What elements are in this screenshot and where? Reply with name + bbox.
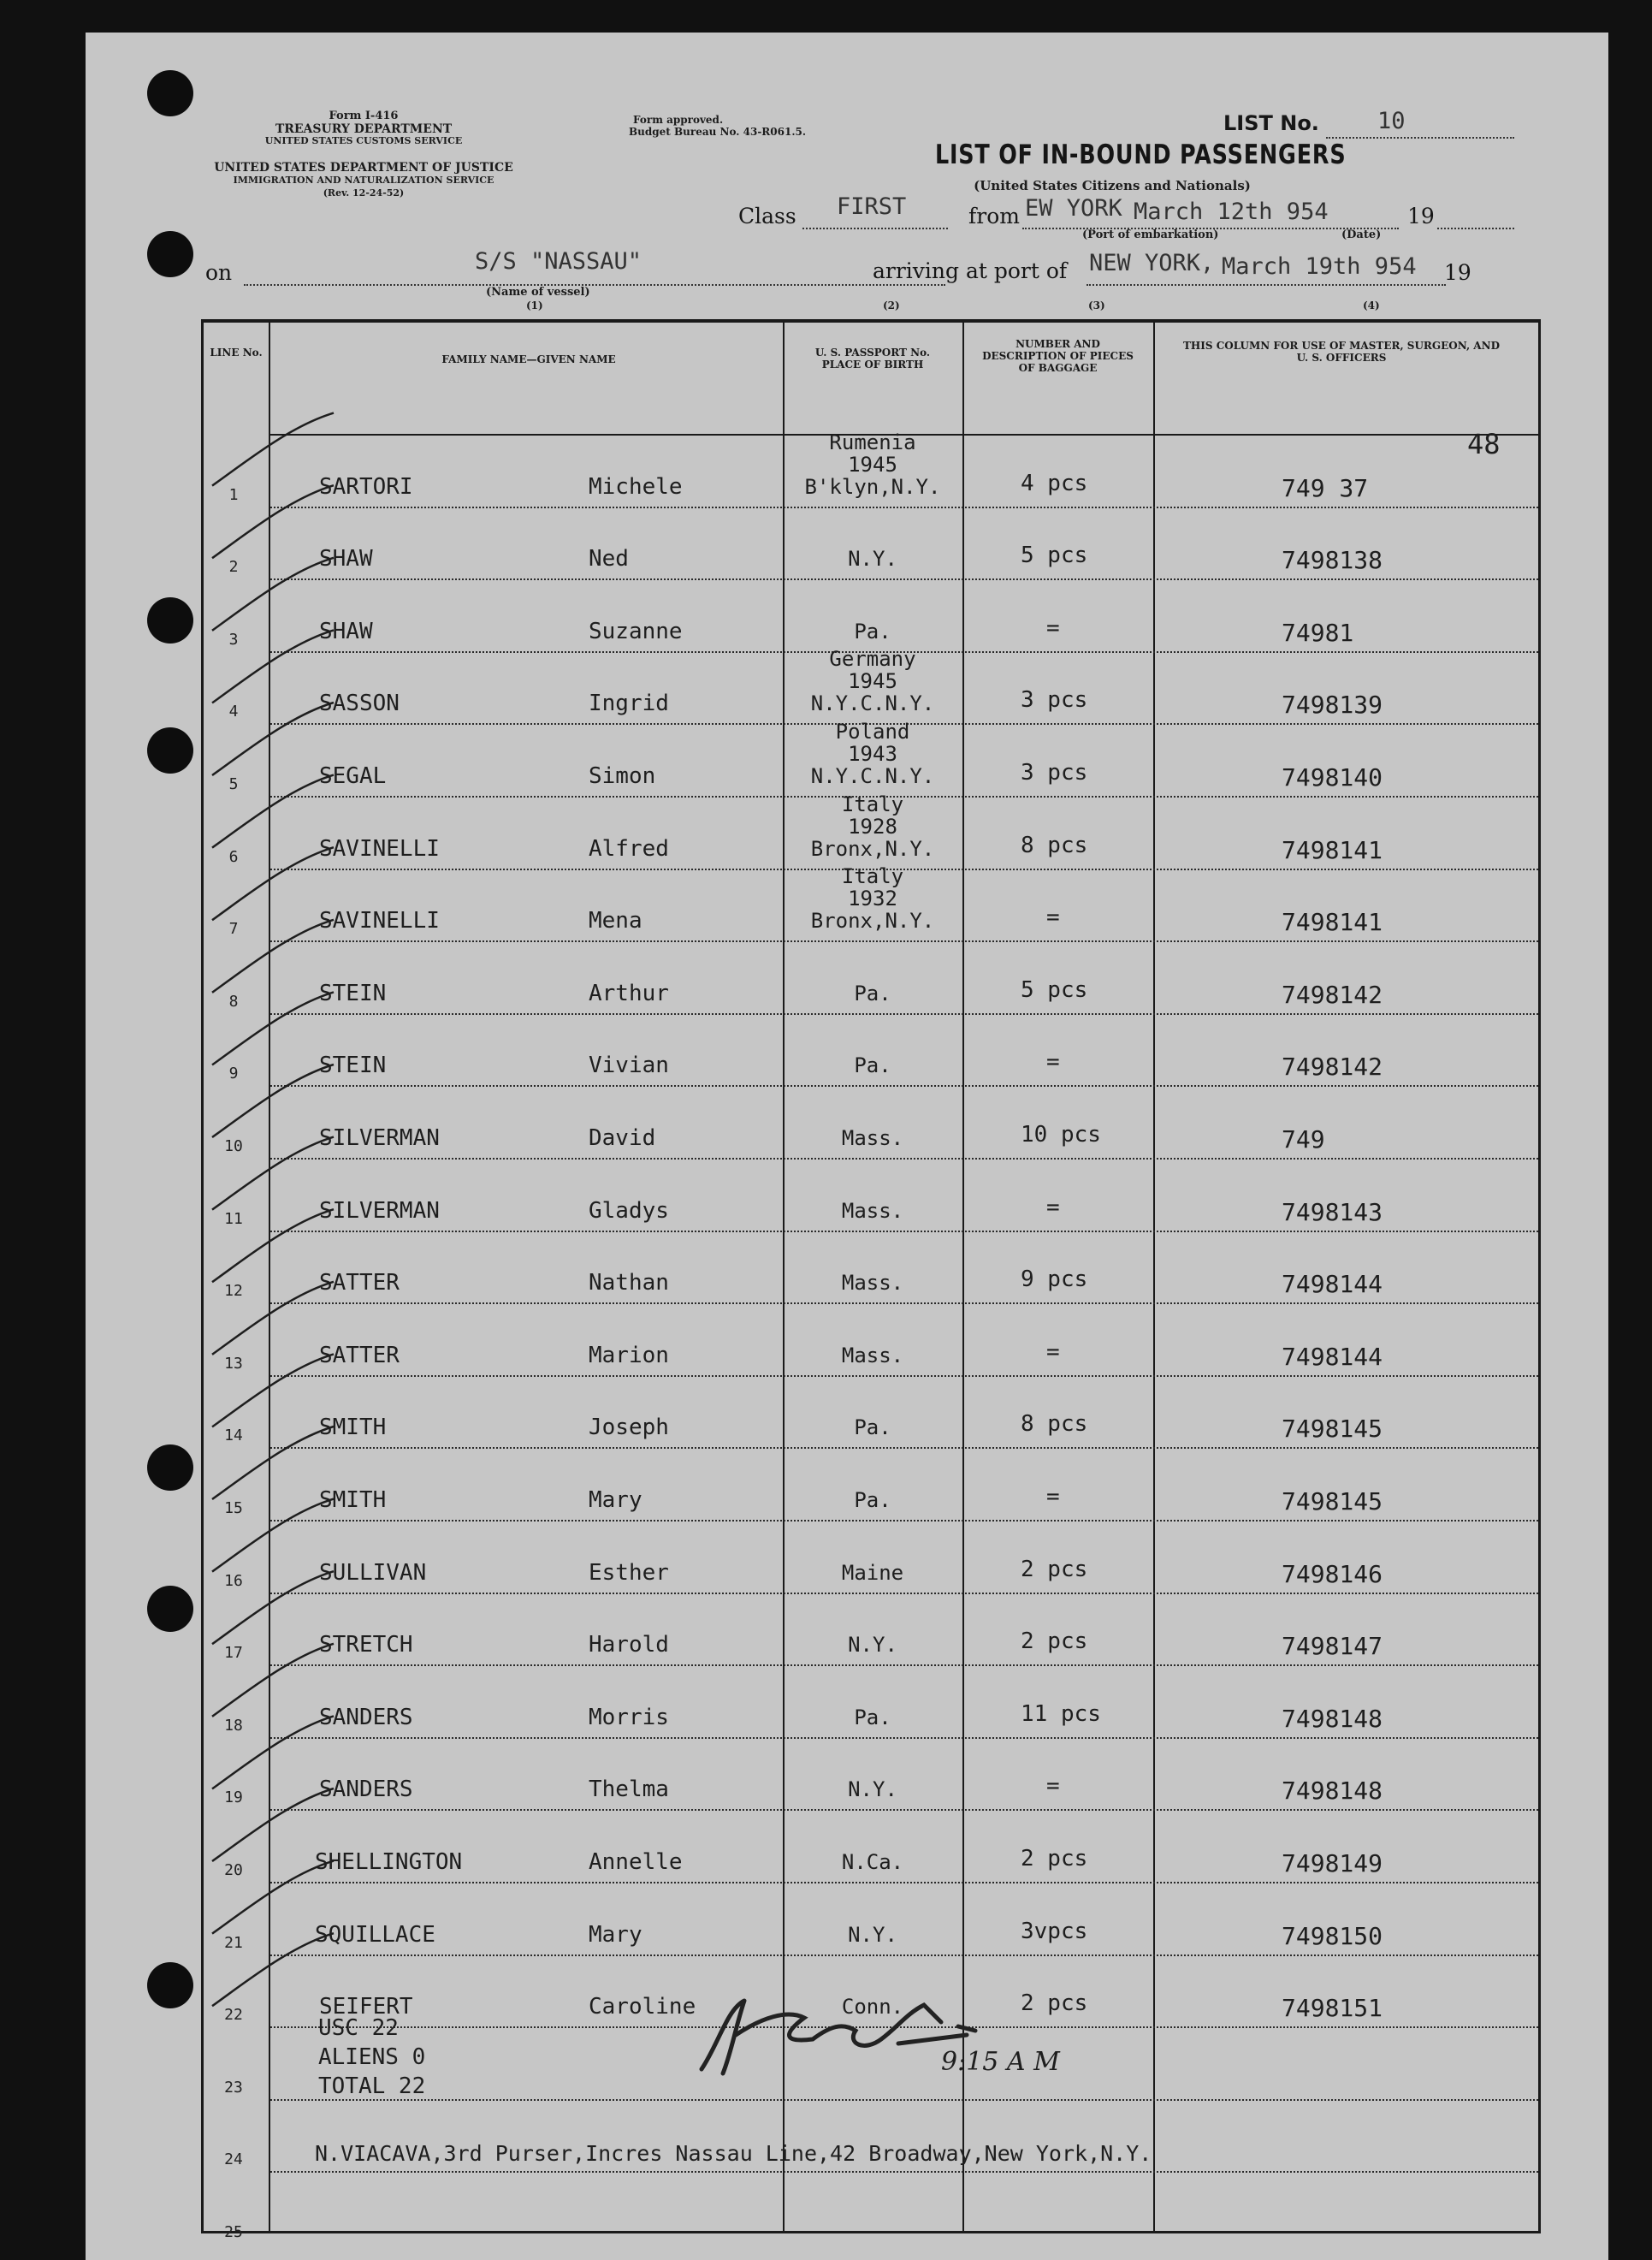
col-ref-2: (2): [883, 300, 900, 311]
line-number: 8: [228, 992, 239, 1011]
given-name: Ingrid: [589, 691, 669, 717]
vessel-caption: (Name of vessel): [486, 286, 590, 299]
place-of-birth: [783, 1416, 962, 1438]
family-name: STEIN: [319, 980, 387, 1006]
embarkation-date: March 12th 954: [1134, 199, 1329, 225]
place-of-birth: [783, 1489, 962, 1511]
line-number: 4: [228, 703, 239, 721]
arrival-port: NEW YORK,: [1089, 250, 1215, 276]
baggage: 3 pcs: [1021, 687, 1088, 714]
given-name: Annelle: [589, 1849, 683, 1875]
line-number: 15: [224, 1499, 243, 1517]
line-number: 19: [224, 1788, 243, 1807]
family-name: SEIFERT: [319, 1994, 413, 2020]
arriving-label: arriving at port of: [873, 258, 1068, 283]
baggage: =: [1046, 1049, 1060, 1076]
place-of-birth-line: Rumenia: [829, 430, 916, 454]
list-number: 10: [1377, 108, 1406, 134]
class-value: FIRST: [837, 193, 907, 220]
given-name: David: [589, 1125, 656, 1151]
place-of-birth-line: Bronx,N.Y.: [810, 909, 935, 934]
baggage: 5 pcs: [1021, 543, 1088, 569]
family-name: SASSON: [319, 691, 400, 717]
line-number: 13: [224, 1354, 243, 1373]
place-of-birth-line: B'klyn,N.Y.: [804, 474, 941, 499]
family-name: SHAW: [319, 618, 373, 644]
line-number: 3: [228, 630, 239, 649]
vessel-name: S/S "NASSAU": [475, 248, 642, 275]
officer-number: 7498144: [1282, 1342, 1383, 1371]
line-number: 1: [228, 485, 239, 504]
family-name: SILVERMAN: [319, 1197, 440, 1224]
baggage: 2 pcs: [1021, 1628, 1088, 1655]
given-name: Mary: [589, 1921, 642, 1948]
from-label: from: [968, 204, 1020, 228]
place-of-birth-line: Maine: [841, 1560, 904, 1585]
family-name: SANDERS: [319, 1704, 413, 1730]
given-name: Thelma: [589, 1777, 669, 1803]
year-line: [1437, 228, 1514, 229]
place-of-birth-line: Italy: [841, 864, 904, 889]
baggage: =: [1046, 1194, 1060, 1220]
baggage: 9 pcs: [1021, 1266, 1088, 1293]
officer-number: 7498148: [1282, 1704, 1383, 1733]
header-officers: THIS COLUMN FOR USE OF MASTER, SURGEON, AND U. S. OFFICERS: [1183, 340, 1500, 364]
baggage: 10 pcs: [1021, 1122, 1101, 1148]
row-rule: [270, 1158, 1538, 1160]
place-of-birth-line: N.Y.C.N.Y.: [810, 691, 935, 716]
place-of-birth-line: Pa.: [854, 619, 891, 644]
row-rule: [270, 1013, 1538, 1015]
passenger-table: [201, 319, 1541, 2241]
row-rule: [270, 1447, 1538, 1449]
family-name: SMITH: [319, 1415, 387, 1441]
line-number: 10: [224, 1137, 243, 1155]
row-rule: [270, 1737, 1538, 1739]
list-label: LIST No.: [1223, 111, 1319, 135]
row-rule: [270, 1809, 1538, 1811]
officer-number: 7498151: [1282, 1994, 1383, 2023]
place-of-birth-line: 1932: [848, 887, 897, 911]
place-of-birth-line: Pa.: [854, 1705, 891, 1729]
form-approved: Form approved.: [633, 114, 724, 126]
line-number: 5: [228, 775, 239, 793]
row-rule: [270, 1085, 1538, 1087]
place-of-birth-line: Conn.: [841, 1995, 904, 2020]
place-of-birth-line: Italy: [841, 792, 904, 816]
officer-number: 749 37: [1282, 473, 1369, 502]
inspection-time: 9:15 A M: [941, 2047, 1060, 2077]
treasury-department: TREASURY DEPARTMENT: [275, 122, 453, 136]
baggage: 11 pcs: [1021, 1700, 1101, 1727]
punch-hole: [147, 597, 193, 644]
year-prefix: 19: [1407, 204, 1435, 228]
line-number: 18: [224, 1716, 243, 1735]
punch-hole: [147, 1962, 193, 2008]
row-rule: [270, 1520, 1538, 1521]
arrival-date: March 19th 954: [1222, 253, 1417, 280]
given-name: Michele: [589, 473, 683, 500]
row-rule: [270, 1664, 1538, 1666]
family-name: SILVERMAN: [319, 1125, 440, 1151]
officer-number: 7498145: [1282, 1415, 1383, 1444]
row-rule: [270, 1375, 1538, 1377]
row-rule: [270, 507, 1538, 508]
col-ref-3: (3): [1088, 300, 1105, 311]
port-of-embarkation: EW YORK: [1025, 195, 1122, 222]
summary-usc: USC 22: [318, 2015, 399, 2041]
col-ref-1: (1): [526, 300, 543, 311]
line-number: 16: [224, 1571, 243, 1590]
place-of-birth: [783, 1851, 962, 1873]
given-name: Joseph: [589, 1415, 669, 1441]
place-of-birth: [783, 865, 962, 932]
summary-total: TOTAL 22: [318, 2073, 426, 2099]
line-number: 23: [224, 2078, 243, 2097]
place-of-birth: [783, 1200, 962, 1222]
family-name: SAVINELLI: [319, 835, 440, 862]
baggage: 3 pcs: [1021, 760, 1088, 786]
officer-number: 7498147: [1282, 1632, 1383, 1661]
row-rule: [270, 1231, 1538, 1232]
officer-number: 7498150: [1282, 1921, 1383, 1950]
officer-number: 7498142: [1282, 1053, 1383, 1082]
baggage: 2 pcs: [1021, 1556, 1088, 1582]
summary-aliens: ALIENS 0: [318, 2044, 426, 2070]
place-of-birth: [783, 1706, 962, 1729]
purser-line: N.VIACAVA,3rd Purser,Incres Nassau Line,42 Broadway,New York,N.Y.: [315, 2141, 1152, 2166]
given-name: Morris: [589, 1704, 669, 1730]
line-number: 14: [224, 1427, 243, 1445]
column-divider: [269, 323, 270, 2231]
arrival-year-prefix: 19: [1444, 260, 1471, 285]
place-of-birth-line: N.Y.: [848, 1777, 897, 1802]
budget-bureau: Budget Bureau No. 43-R061.5.: [629, 126, 807, 138]
officer-number: 74981: [1282, 618, 1354, 647]
row-rule: [270, 1302, 1538, 1304]
margin-note: 48: [1467, 428, 1501, 460]
family-name: SANDERS: [319, 1777, 413, 1803]
date-caption: (Date): [1341, 228, 1382, 241]
place-of-birth-line: Poland: [835, 720, 910, 744]
row-rule: [270, 940, 1538, 942]
place-of-birth: [783, 648, 962, 715]
header-passport: U. S. PASSPORT No. PLACE OF BIRTH: [814, 347, 931, 371]
punch-hole: [147, 70, 193, 116]
family-name: SEGAL: [319, 763, 387, 789]
line-number: 11: [224, 1209, 243, 1228]
page-subtitle: (United States Citizens and Nationals): [974, 178, 1251, 193]
punch-hole: [147, 727, 193, 774]
family-name: SQUILLACE: [315, 1921, 435, 1948]
given-name: Mary: [589, 1487, 642, 1513]
place-of-birth-line: Pa.: [854, 1488, 891, 1512]
place-of-birth: [783, 548, 962, 570]
vessel-line: [244, 284, 945, 286]
family-name: SULLIVAN: [319, 1559, 427, 1586]
row-rule: [270, 1882, 1538, 1883]
officer-number: 7498148: [1282, 1777, 1383, 1806]
place-of-birth: [783, 1054, 962, 1077]
place-of-birth: [783, 1634, 962, 1656]
place-of-birth-line: Bronx,N.Y.: [810, 836, 935, 861]
given-name: Arthur: [589, 980, 669, 1006]
punch-hole: [147, 1586, 193, 1632]
department-of-justice: UNITED STATES DEPARTMENT OF JUSTICE: [214, 161, 513, 175]
place-of-birth-line: Pa.: [854, 1415, 891, 1440]
line-number: 20: [224, 1861, 243, 1879]
family-name: SATTER: [319, 1342, 400, 1368]
header-baggage: NUMBER AND DESCRIPTION OF PIECES OF BAGGAGE: [982, 338, 1134, 374]
officer-number: 7498149: [1282, 1849, 1383, 1877]
officer-number: 7498142: [1282, 980, 1383, 1009]
given-name: Caroline: [589, 1994, 696, 2020]
place-of-birth: [783, 1127, 962, 1149]
given-name: Gladys: [589, 1197, 669, 1224]
punch-hole: [147, 1444, 193, 1491]
place-of-birth-line: N.Ca.: [841, 1850, 904, 1874]
given-name: Vivian: [589, 1053, 669, 1079]
family-name: STRETCH: [319, 1632, 413, 1658]
family-name: SATTER: [319, 1270, 400, 1296]
place-of-birth-line: Pa.: [854, 1053, 891, 1078]
given-name: Marion: [589, 1342, 669, 1368]
revision: (Rev. 12-24-52): [323, 187, 405, 199]
family-name: STEIN: [319, 1053, 387, 1079]
given-name: Mena: [589, 908, 642, 934]
officer-number: 749: [1282, 1125, 1325, 1154]
customs-service: UNITED STATES CUSTOMS SERVICE: [264, 135, 463, 146]
place-of-birth-line: 1945: [848, 452, 897, 477]
place-of-birth-line: 1943: [848, 742, 897, 766]
baggage: 4 pcs: [1021, 470, 1088, 496]
class-line: [802, 228, 948, 229]
page-title: LIST OF IN-BOUND PASSENGERS: [935, 139, 1347, 170]
officer-number: 7498146: [1282, 1559, 1383, 1588]
place-of-birth: [783, 1272, 962, 1294]
header-name: FAMILY NAME—GIVEN NAME: [441, 353, 616, 365]
given-name: Simon: [589, 763, 656, 789]
line-number: 25: [224, 2223, 243, 2241]
row-rule: [270, 2171, 1538, 2173]
row-rule: [270, 578, 1538, 580]
list-number-line: [1326, 137, 1514, 139]
place-of-birth-line: 1945: [848, 669, 897, 694]
column-divider: [1153, 323, 1155, 2231]
baggage: 8 pcs: [1021, 832, 1088, 858]
place-of-birth-line: N.Y.: [848, 547, 897, 572]
baggage: =: [1046, 1338, 1060, 1365]
col-ref-4: (4): [1363, 300, 1380, 311]
family-name: SARTORI: [319, 473, 413, 500]
baggage: =: [1046, 1773, 1060, 1800]
column-divider: [962, 323, 964, 2231]
line-number: 22: [224, 2006, 243, 2025]
family-name: SMITH: [319, 1487, 387, 1513]
place-of-birth-line: Mass.: [841, 1343, 904, 1367]
officer-number: 7498145: [1282, 1487, 1383, 1516]
line-number: 6: [228, 847, 239, 866]
given-name: Suzanne: [589, 618, 683, 644]
place-of-birth-line: Mass.: [841, 1126, 904, 1150]
baggage: =: [1046, 1484, 1060, 1510]
family-name: SAVINELLI: [319, 908, 440, 934]
form-number: Form I-416: [329, 110, 399, 122]
baggage: 3vpcs: [1021, 1918, 1088, 1944]
family-name: SHELLINGTON: [315, 1849, 463, 1875]
line-number: 17: [224, 1644, 243, 1663]
place-of-birth: [783, 1562, 962, 1584]
line-number: 7: [228, 920, 239, 939]
place-of-birth: [783, 620, 962, 643]
row-rule: [270, 2099, 1538, 2101]
embarkation-caption: (Port of embarkation): [1082, 228, 1219, 241]
baggage: =: [1046, 905, 1060, 931]
baggage: =: [1046, 614, 1060, 641]
baggage: 2 pcs: [1021, 1990, 1088, 2017]
immigration-service: IMMIGRATION AND NATURALIZATION SERVICE: [233, 175, 494, 186]
officer-number: 7498141: [1282, 908, 1383, 937]
row-rule: [270, 1955, 1538, 1956]
place-of-birth: [783, 793, 962, 860]
place-of-birth: [783, 1778, 962, 1800]
on-label: on: [205, 260, 233, 285]
line-number: 12: [224, 1282, 243, 1301]
place-of-birth: [783, 1924, 962, 1946]
place-of-birth-line: Germany: [829, 647, 916, 672]
document-page: [86, 33, 1608, 2260]
place-of-birth-line: Pa.: [854, 981, 891, 1005]
place-of-birth: [783, 1344, 962, 1367]
baggage: 5 pcs: [1021, 976, 1088, 1003]
place-of-birth-line: N.Y.C.N.Y.: [810, 764, 935, 788]
line-number: 2: [228, 558, 239, 577]
place-of-birth: [783, 982, 962, 1005]
given-name: Alfred: [589, 835, 669, 862]
place-of-birth-line: N.Y.: [848, 1633, 897, 1658]
officer-number: 7498141: [1282, 835, 1383, 864]
class-label: Class: [738, 204, 796, 228]
given-name: Ned: [589, 546, 629, 572]
given-name: Harold: [589, 1632, 669, 1658]
place-of-birth-line: 1928: [848, 814, 897, 839]
place-of-birth-line: Mass.: [841, 1271, 904, 1296]
officer-number: 7498143: [1282, 1197, 1383, 1226]
given-name: Nathan: [589, 1270, 669, 1296]
line-number: 9: [228, 1065, 239, 1083]
family-name: SHAW: [319, 546, 373, 572]
baggage: 2 pcs: [1021, 1846, 1088, 1871]
line-number: 21: [224, 1933, 243, 1952]
arrival-line: [1087, 284, 1446, 286]
given-name: Esther: [589, 1559, 669, 1586]
place-of-birth-line: N.Y.: [848, 1922, 897, 1947]
officer-number: 7498138: [1282, 546, 1383, 575]
officer-number: 7498139: [1282, 691, 1383, 720]
header-line-no: LINE No.: [210, 347, 263, 359]
place-of-birth: [783, 431, 962, 498]
officer-number: 7498144: [1282, 1270, 1383, 1299]
baggage: 8 pcs: [1021, 1411, 1088, 1438]
line-number: 24: [224, 2150, 243, 2169]
place-of-birth-line: Mass.: [841, 1198, 904, 1223]
place-of-birth: [783, 721, 962, 787]
officer-number: 7498140: [1282, 763, 1383, 792]
row-rule: [270, 1593, 1538, 1594]
punch-hole: [147, 231, 193, 277]
